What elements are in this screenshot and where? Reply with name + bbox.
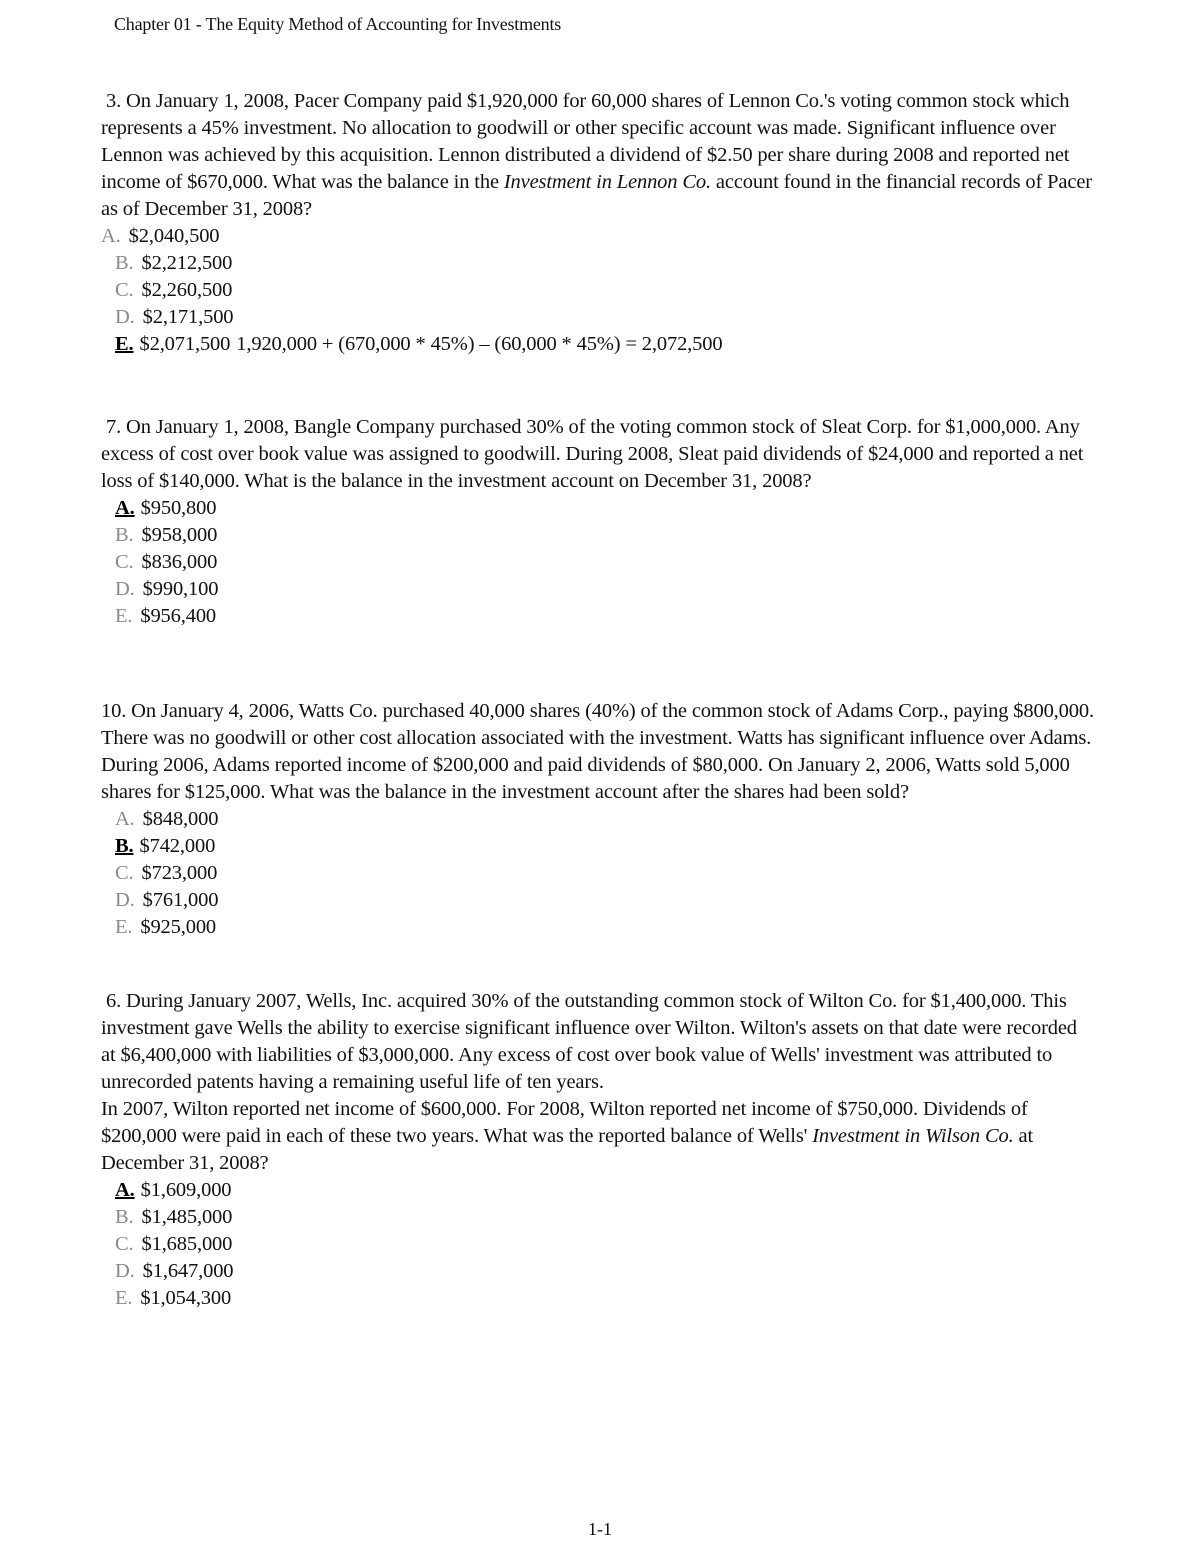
account-name: Investment in Lennon Co. [503, 171, 711, 193]
option-value: $958,000 [141, 524, 218, 546]
answer-explanation: 1,920,000 + (670,000 * 45%) – (60,000 * 45%) = 2,072,500 [236, 333, 723, 355]
question-number: 6. [105, 990, 122, 1012]
option-letter: B. [115, 524, 134, 546]
option-value: $1,647,000 [142, 1260, 234, 1282]
option-letter: D. [115, 578, 135, 600]
answer-option-c [101, 549, 1096, 576]
option-value: $742,000 [139, 835, 216, 857]
answer-options [101, 1177, 1096, 1312]
option-value: $956,400 [140, 605, 217, 627]
option-value: $990,100 [142, 578, 219, 600]
option-letter: A. [115, 497, 135, 519]
answer-option-b [101, 522, 1096, 549]
option-letter: D. [115, 889, 135, 911]
question-7 [101, 414, 1096, 630]
option-value: $848,000 [142, 808, 219, 830]
option-letter: A. [115, 808, 135, 830]
option-letter: E. [115, 605, 133, 627]
option-value: $1,054,300 [140, 1287, 232, 1309]
question-stem [101, 698, 1096, 806]
page-number: 1-1 [588, 1519, 612, 1539]
option-letter: A. [115, 1179, 135, 1201]
answer-option-d [101, 887, 1096, 914]
question-3 [101, 88, 1096, 358]
question-stem [101, 988, 1096, 1096]
option-value: $925,000 [140, 916, 217, 938]
option-value: $2,071,500 [139, 333, 231, 355]
question-stem [101, 414, 1096, 495]
answer-options [101, 223, 1096, 358]
option-value: $1,685,000 [141, 1233, 233, 1255]
answer-option-b [101, 250, 1096, 277]
question-stem-continued [101, 1096, 1096, 1177]
question-text: During January 2007, Wells, Inc. acquired 30% of the outstanding common stock of Wilton Co. for $1,400,000. This investment gave Wells the ability to exercise significant influence over Wilton. Wilton's assets on that date were recorded at $6,400,000 with liabilities of $3,000,000. Any excess of cost over book value of Wells' investment was attributed to unrecorded patents having a remaining useful life of ten years. [101, 990, 1077, 1093]
option-letter: C. [115, 551, 134, 573]
answer-option-a [101, 223, 1096, 250]
question-text: On January 4, 2006, Watts Co. purchased 40,000 shares (40%) of the common stock of Adams Corp., paying $800,000. There was no goodwill or other cost allocation associated with the investment. Watts has significant influence over Adams. During 2006, Adams reported income of $200,000 and paid dividends of $80,000. On January 2, 2006, Watts sold 5,000 shares for $125,000. What was the balance in the investment account after the shares had been sold? [101, 700, 1094, 803]
answer-options [101, 806, 1096, 941]
question-stem [101, 88, 1096, 223]
question-text: In 2007, Wilton reported net income of $600,000. For 2008, Wilton reported net income of $750,000. Dividends of $200,000 were paid in each of these two years. What was the reported balance of Wells' [101, 1098, 1028, 1147]
question-text-end: at December 31, 2008? [101, 1125, 1034, 1174]
question-text: On January 1, 2008, Bangle Company purchased 30% of the voting common stock of Sleat Corp. for $1,000,000. Any excess of cost over book value was assigned to goodwill. During 2008, Sleat paid dividends of $24,000 and reported a net loss of $140,000. What is the balance in the investment account on December 31, 2008? [101, 416, 1084, 492]
option-letter: B. [115, 252, 134, 274]
option-value: $1,609,000 [140, 1179, 232, 1201]
option-value: $723,000 [141, 862, 218, 884]
option-letter: E. [115, 916, 133, 938]
answer-option-c [101, 1231, 1096, 1258]
option-value: $2,171,500 [142, 306, 234, 328]
option-letter: C. [115, 279, 134, 301]
option-value: $2,212,500 [141, 252, 233, 274]
question-number: 3. [105, 90, 122, 112]
option-value: $761,000 [142, 889, 219, 911]
answer-option-b [101, 1204, 1096, 1231]
option-value: $1,485,000 [141, 1206, 233, 1228]
option-letter: D. [115, 306, 135, 328]
answer-option-c [101, 277, 1096, 304]
option-value: $950,800 [140, 497, 217, 519]
answer-options [101, 495, 1096, 630]
answer-option-e [101, 914, 1096, 941]
answer-option-c [101, 860, 1096, 887]
question-text: On January 1, 2008, Pacer Company paid $1,920,000 for 60,000 shares of Lennon Co.'s voting common stock which represents a 45% investment. No allocation to goodwill or other specific account was made. Significant influence over Lennon was achieved by this acquisition. Lennon distributed a dividend of $2.50 per share during 2008 and reported net income of $670,000. What was the balance in the [101, 90, 1070, 193]
answer-option-e [101, 603, 1096, 630]
answer-option-a [101, 806, 1096, 833]
option-letter: B. [115, 835, 134, 857]
option-letter: C. [115, 1233, 134, 1255]
question-6 [101, 988, 1096, 1312]
answer-option-e [101, 1285, 1096, 1312]
option-value: $2,260,500 [141, 279, 233, 301]
answer-option-d [101, 1258, 1096, 1285]
option-value: $2,040,500 [128, 225, 220, 247]
question-10 [101, 698, 1096, 941]
option-letter: E. [115, 1287, 133, 1309]
option-letter: B. [115, 1206, 134, 1228]
option-letter: E. [115, 333, 134, 355]
answer-option-d [101, 304, 1096, 331]
option-value: $836,000 [141, 551, 218, 573]
account-name: Investment in Wilson Co. [812, 1125, 1014, 1147]
question-number: 10. [101, 700, 127, 722]
answer-option-d [101, 576, 1096, 603]
answer-option-a-correct [101, 495, 1096, 522]
question-text-end: account found in the financial records of Pacer as of December 31, 2008? [101, 171, 1092, 220]
answer-option-e-correct [101, 331, 1096, 358]
option-letter: A. [101, 225, 121, 247]
chapter-header: Chapter 01 - The Equity Method of Accounting for Investments [114, 14, 562, 34]
answer-option-a-correct [101, 1177, 1096, 1204]
answer-option-b-correct [101, 833, 1096, 860]
option-letter: C. [115, 862, 134, 884]
option-letter: D. [115, 1260, 135, 1282]
question-number: 7. [105, 416, 122, 438]
